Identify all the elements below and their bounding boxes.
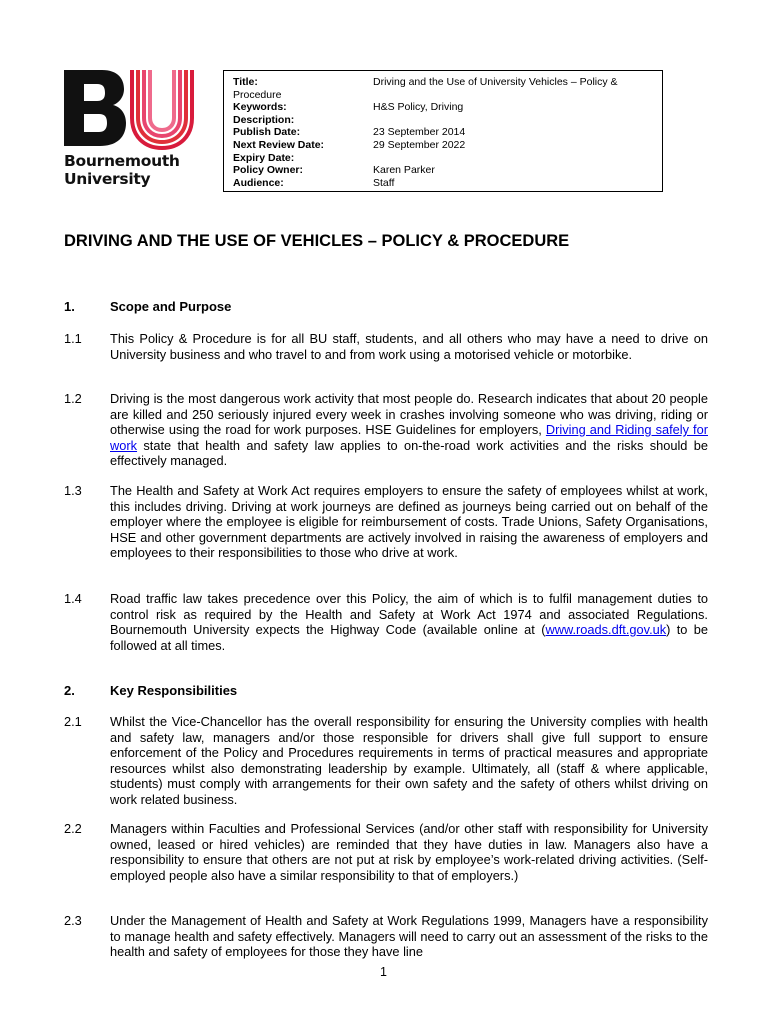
paragraph-text (110, 391, 708, 469)
paragraph-number: 2.3 (64, 913, 82, 928)
logo-letter-u (132, 70, 192, 148)
section-title: Scope and Purpose (110, 299, 232, 314)
paragraph-number: 1.4 (64, 591, 82, 606)
paragraph (64, 821, 708, 883)
title-label: Title: (233, 76, 258, 88)
audience-value: Staff (373, 176, 395, 189)
description-label: Description: (233, 113, 295, 126)
paragraph-text: Under the Management of Health and Safety at Work Regulations 1999, Managers have a responsibility to manage health and safety effectively. Managers will need to carry out an assessment of the risks to the health and safety of employees for those they have line (110, 913, 708, 959)
bu-logo (62, 70, 197, 190)
logo-line-2: University (64, 170, 151, 188)
section-title: Key Responsibilities (110, 683, 238, 698)
paragraph (64, 331, 708, 362)
metadata-labels (233, 76, 324, 189)
paragraph-text-part: ) to be followed at all times. (110, 622, 708, 653)
paragraph-text-part: Road traffic law takes precedence over this Policy, the aim of which is to fulfil management duties to control risk as required by the Health and Safety at Work Act 1974 and associated Regulations. Bournemouth University expects the Highway Code (available online at ( (110, 591, 708, 637)
publish-date-label: Publish Date: (233, 126, 301, 139)
paragraph (64, 591, 708, 653)
bu-logo-mark (62, 70, 197, 152)
paragraph-text: This Policy & Procedure is for all BU staff, students, and all others who may have a need to drive on University business and who travel to and from work using a motorised vehicle or motorbike. (110, 331, 708, 362)
paragraph (64, 714, 708, 807)
paragraph-text-part: Driving is the most dangerous work activity that most people do. Research indicates that about 20 people are killed and 250 seriously injured every week in crashes involving someone who was driving, riding or otherwise using the road for work purposes. HSE Guidelines for employers, (110, 391, 708, 437)
keywords-value: H&S Policy, Driving (373, 101, 464, 114)
paragraph (64, 913, 708, 960)
keywords-label: Keywords: (233, 101, 287, 114)
paragraph (64, 391, 708, 469)
logo-line-1: Bournemouth (64, 152, 180, 170)
title-continuation: Procedure (233, 88, 282, 101)
section-number: 1. (64, 299, 75, 314)
document-title: DRIVING AND THE USE OF VEHICLES – POLICY & PROCEDURE (64, 232, 570, 250)
paragraph-number: 1.1 (64, 331, 82, 346)
paragraph-number: 1.2 (64, 391, 82, 406)
section-number: 2. (64, 683, 75, 698)
expiry-date-label: Expiry Date: (233, 151, 295, 164)
next-review-label: Next Review Date: (233, 138, 325, 151)
paragraph-text: The Health and Safety at Work Act requires employers to ensure the safety of employees whilst at work, this includes driving. Driving at work journeys are defined as journeys being carried out on behalf of the employer where the employee is eligible for reimbursement of costs. Trade Unions, Safety Organisations, HSE and other government departments are actively involved in raising the awareness of employers and employees to their responsibilities to those who drive at work. (110, 483, 708, 560)
publish-date-value: 23 September 2014 (373, 126, 466, 139)
logo-wordmark (64, 152, 180, 188)
policy-owner-label: Policy Owner: (233, 164, 304, 177)
logo-letter-b (64, 70, 126, 146)
highway-code-link[interactable]: www.roads.dft.gov.uk (545, 622, 667, 637)
audience-label: Audience: (233, 176, 284, 189)
metadata-values (373, 76, 618, 189)
paragraph-text (110, 591, 708, 653)
paragraph-number: 1.3 (64, 483, 82, 498)
next-review-value: 29 September 2022 (373, 138, 466, 151)
policy-owner-value: Karen Parker (373, 164, 435, 177)
hse-guidelines-link[interactable]: Driving and Riding safely for work (110, 422, 708, 453)
paragraph-number: 2.2 (64, 821, 82, 836)
paragraph-text: Managers within Faculties and Professional Services (and/or other staff with responsibility for University owned, leased or hired vehicles) are reminded that they have duties in law. Managers also have a responsibility to ensure that others are not put at risk by employee’s work-related driving activities. (Self-employed people also have a similar responsibility to that of employers.) (110, 821, 708, 883)
paragraph (64, 483, 708, 561)
page-number: 1 (380, 965, 387, 979)
paragraph-text-part: state that health and safety law applies to on-the-road work activities and the risks should be effectively managed. (110, 437, 708, 468)
policy-metadata-box (223, 70, 663, 192)
paragraph-text: Whilst the Vice-Chancellor has the overall responsibility for ensuring the University complies with health and safety law, managers and/or those responsible for drivers shall give full support to ensure enforcement of the Policy and Procedures requirements in terms of practical measures and appropriate resources whilst also demonstrating leadership by example. Ultimately, all (staff & where applicable, students) must comply with arrangements for their own safety and the safety of others whilst driving on work related business. (110, 714, 708, 807)
paragraph-number: 2.1 (64, 714, 82, 729)
title-value: Driving and the Use of University Vehicles – Policy & (373, 76, 618, 88)
